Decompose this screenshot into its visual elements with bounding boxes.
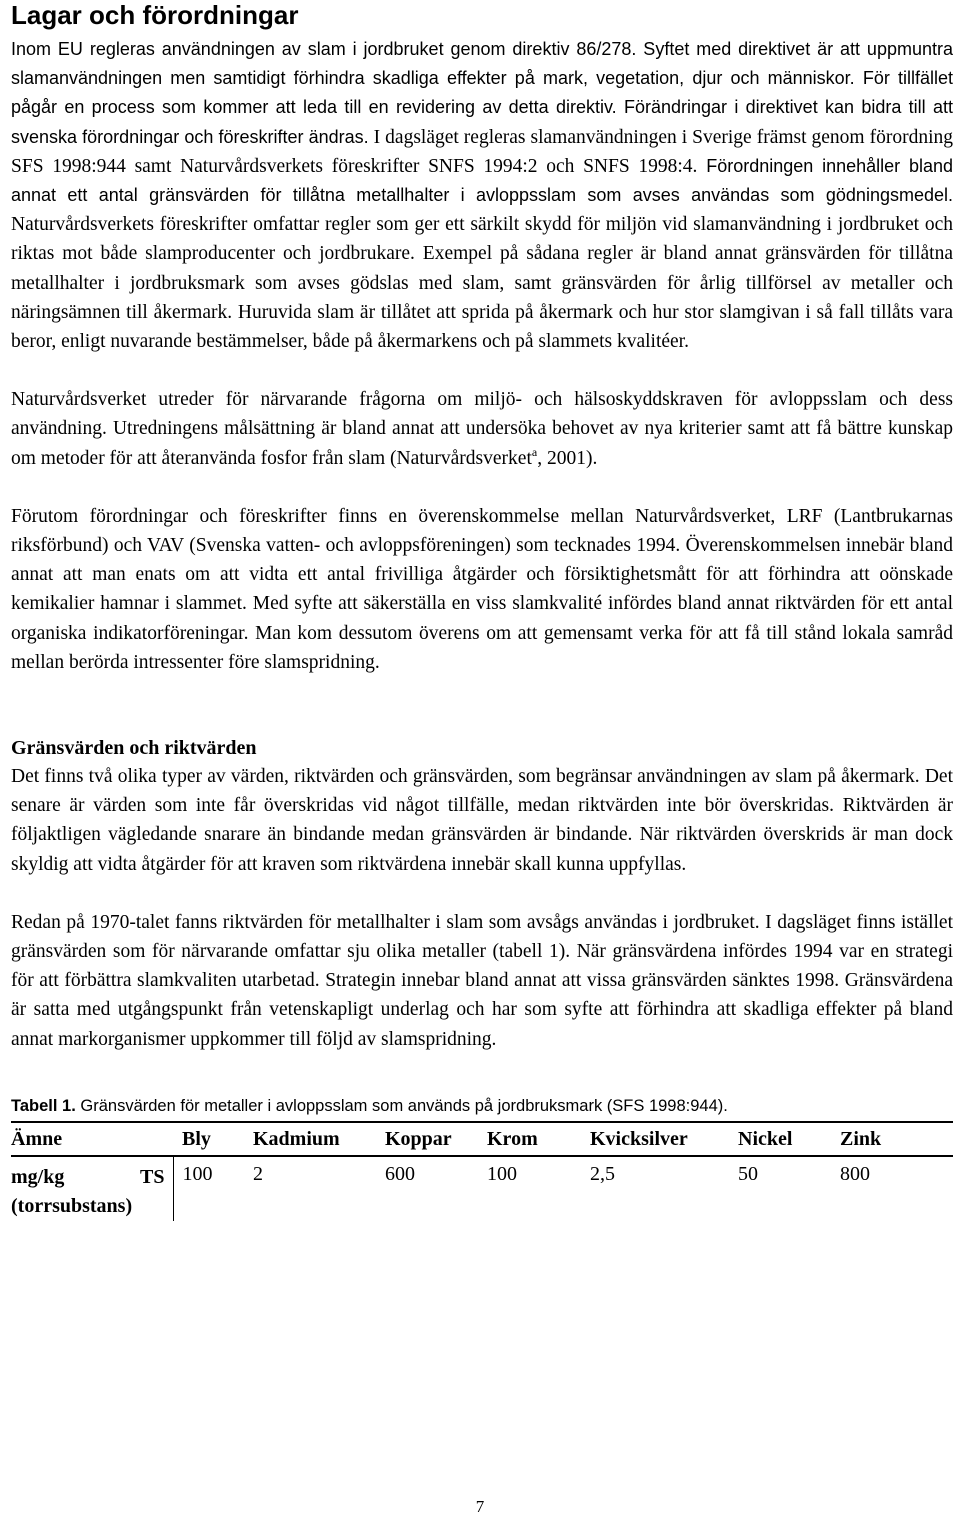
table-caption-label: Tabell 1.	[11, 1096, 76, 1115]
paragraph-1-part-c: Förordningen innehåller bland annat ett antal gränsvärden för tillåtna metallhalter i avloppsslam som avses användas som gödningsmedel.	[11, 155, 954, 206]
metal-limits-table	[11, 1121, 953, 1221]
page-number: 7	[475, 1497, 485, 1516]
row-label-dry-matter: (torrsubstans)	[11, 1194, 133, 1217]
subsection-title: Gränsvärden och riktvärden	[11, 737, 257, 760]
table-header-cell: Kvicksilver	[590, 1128, 688, 1151]
table-row	[11, 1156, 953, 1221]
paragraph-3: Förutom förordningar och föreskrifter finns en överenskommelse mellan Naturvårdsverket, LRF (Lantbrukarnas riksförbund) och VAV (Svenska vatten- och avloppsföreningen) som tecknades 1994. Överenskommelsen innebär bland annat att man enats om att vidta ett antal frivilliga åtgärder och försiktighetsmått för att förhindra att oönskade kemikalier hamnar i slammet. Med syfte att säkerställa en viss slamkvalité infördes bland annat riktvärden för ett antal organiska indikatorföreningar. Man kom dessutom överens om att gemensamt verka för att få till stånd lokala samråd mellan berörda intressenter före slamspridning.	[11, 505, 953, 673]
paragraph-2	[11, 385, 953, 473]
table-header-cell: Zink	[840, 1128, 882, 1151]
table-header-cell: Krom	[487, 1128, 538, 1151]
table-header-row	[11, 1122, 953, 1156]
table-cell: 50	[738, 1162, 758, 1185]
row-label-ts: TS	[140, 1165, 165, 1188]
paragraph-1	[11, 35, 953, 356]
table-header-cell: Nickel	[738, 1128, 793, 1151]
paragraph-2-text-end: , 2001).	[537, 447, 598, 469]
table-header-cell: Kadmium	[253, 1128, 340, 1151]
table-caption	[11, 1095, 953, 1117]
paragraph-2-text: Naturvårdsverket utreder för närvarande frågorna om miljö- och hälsoskyddskraven för avloppsslam och dess användning. Utredningens målsättning är bland annat att undersöka behovet av nya kriterier samt att få bättre kunskap om metoder för att återanvända fosfor från slam (Naturvårdsverket	[11, 389, 953, 469]
table-cell: 2,5	[590, 1162, 615, 1185]
table-row-label	[11, 1156, 173, 1221]
row-label-unit: mg/kg	[11, 1165, 65, 1188]
table-cell: 100	[487, 1162, 517, 1185]
table-header-cell: Bly	[182, 1128, 211, 1151]
table-cell: 2	[253, 1162, 263, 1185]
paragraph-4: Det finns två olika typer av värden, riktvärden och gränsvärden, som begränsar användningen av slam på åkermark. Det senare är värden som inte får överskridas vid något tillfälle, medan riktvärden inte bör överskridas. Riktvärden är följaktligen vägledande snarare än bindande medan gränsvärden är bindande. När riktvärden överskrids är man dock skyldig att vidta åtgärder för att kraven som riktvärdena innebär skall kunna uppfyllas.	[11, 766, 953, 875]
table-cell: 600	[385, 1162, 415, 1185]
paragraph-1-part-a: Inom EU regleras användningen av slam i jordbruket genom direktiv 86/278. Syftet med direktivet är att uppmuntra slamanvändningen men samtidigt förhindra skadliga effekter på mark, vegetation, djur och människor. För tillfället pågår en process som kommer att leda till en revidering av detta direktiv. Förändringar i direktivet kan bidra till att svenska förordningar och föreskrifter ändras.	[11, 39, 953, 147]
paragraph-1-part-b: I dagsläget regleras slamanvändningen i Sverige främst genom förordning SFS 1998:944 samt Naturvårdsverkets föreskrifter SNFS 1994:2 och SNFS 1998:4.	[11, 126, 953, 177]
table-cell: 100	[182, 1162, 213, 1185]
table-caption-text: Gränsvärden för metaller i avloppsslam som används på jordbruksmark (SFS 1998:944).	[75, 1096, 728, 1115]
paragraph-1-part-d: Naturvårdsverkets föreskrifter omfattar regler som ger ett särkilt skydd för miljön vid slamanvändning i jordbruket och riktas mot både slamproducenter och jordbrukare. Exempel på sådana regler är bland annat gränsvärden för tillåtna metallhalter i jordbruksmark som avses gödslas med slam, samt gränsvärden för årlig tillförsel av metaller och näringsämnen till åkermark. Huruvida slam är tillåtet att sprida på åkermark och hur stor slamgivan i så fall tillåts vara beror, enligt nuvarande bestämmelser, både på åkermarkens och på slammets kvalitéer.	[11, 214, 953, 353]
table-cell: 800	[840, 1162, 870, 1185]
section-title: Lagar och förordningar	[11, 0, 299, 30]
table-header-cell: Koppar	[385, 1128, 452, 1151]
document-page	[11, 0, 953, 1221]
paragraph-2-superscript: a	[531, 444, 538, 459]
paragraph-5: Redan på 1970-talet fanns riktvärden för metallhalter i slam som avsågs användas i jordbruket. I dagsläget finns istället gränsvärden som för närvarande omfattar sju olika metaller (tabell 1). När gränsvärdena infördes 1994 var en strategi för att förbättra slamkvaliten utarbetad. Strategin innebar bland annat att vissa gränsvärden sänktes 1998. Gränsvärdena är satta med utgångspunkt från vetenskapligt underlag och har som syfte att förhindra att skadliga effekter på bland annat markorganismer uppkommer till följd av slamspridning.	[11, 911, 953, 1050]
table-header-cell: Ämne	[11, 1128, 63, 1151]
